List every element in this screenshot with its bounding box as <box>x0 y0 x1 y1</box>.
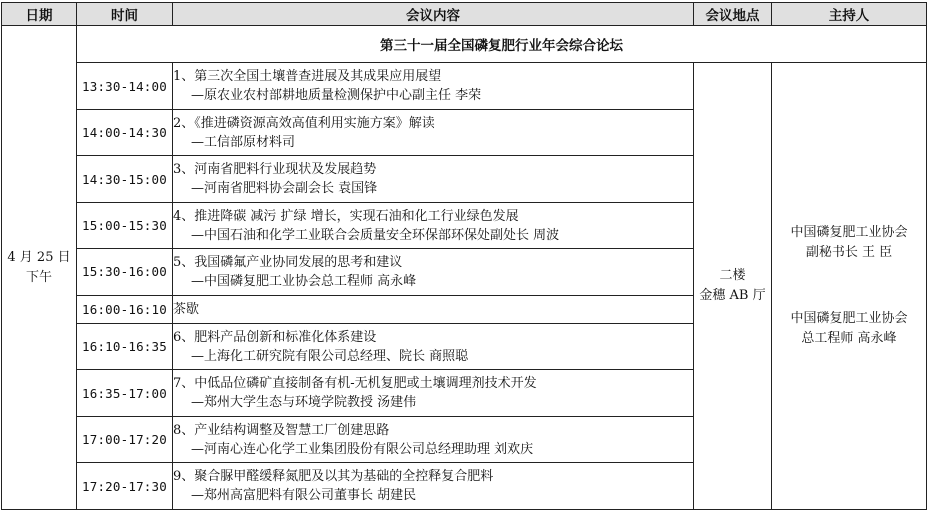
session-speaker: —中国石油和化学工业联合会质量安全环保部环保处副处长 周波 <box>191 227 560 243</box>
session-content <box>173 416 694 462</box>
session-time: 14:30-15:00 <box>77 156 173 202</box>
session-title: 4、推进降碳 减污 扩绿 增长，实现石油和化工行业绿色发展 <box>173 208 519 224</box>
header-date: 日期 <box>2 3 77 26</box>
session-row <box>2 63 927 109</box>
session-title: 1、第三次全国土壤普查进展及其成果应用展望 <box>173 69 442 85</box>
session-time: 15:00-15:30 <box>77 202 173 248</box>
header-host: 主持人 <box>772 3 927 26</box>
session-title: 3、河南省肥料行业现状及发展趋势 <box>173 162 377 178</box>
session-title: 7、中低品位磷矿直接制备有机-无机复肥或土壤调理剂技术开发 <box>173 376 537 392</box>
date-day: 4 月 25 日 <box>7 249 71 265</box>
host-1 <box>772 223 926 263</box>
session-content <box>173 63 694 109</box>
session-content <box>173 370 694 416</box>
session-content <box>173 156 694 202</box>
header-row <box>2 3 927 26</box>
host-1-name: 副秘书长 王 臣 <box>805 245 893 261</box>
session-time: 16:00-16:10 <box>77 295 173 323</box>
date-cell <box>2 26 77 510</box>
forum-title: 第三十一届全国磷复肥行业年会综合论坛 <box>77 26 927 63</box>
session-speaker: —河南省肥料协会副会长 袁国锋 <box>191 181 378 197</box>
venue-hall: 金穗 AB 厅 <box>699 288 766 304</box>
session-title: 5、我国磷氟产业协同发展的思考和建议 <box>173 254 403 270</box>
tea-break-label: 茶歇 <box>173 295 694 323</box>
session-time: 14:00-14:30 <box>77 109 173 155</box>
session-speaker: —河南心连心化学工业集团股份有限公司总经理助理 刘欢庆 <box>191 441 534 457</box>
header-venue: 会议地点 <box>694 3 772 26</box>
session-content <box>173 249 694 295</box>
session-time: 16:10-16:35 <box>77 324 173 370</box>
host-2 <box>772 309 926 349</box>
header-content: 会议内容 <box>173 3 694 26</box>
session-content <box>173 324 694 370</box>
session-speaker: —郑州大学生态与环境学院教授 汤建伟 <box>191 395 417 411</box>
date-period: 下午 <box>25 269 52 285</box>
session-time: 15:30-16:00 <box>77 249 173 295</box>
session-time: 13:30-14:00 <box>77 63 173 109</box>
session-speaker: —原农业农村部耕地质量检测保护中心副主任 李荣 <box>191 88 482 104</box>
session-title: 8、产业结构调整及智慧工厂创建思路 <box>173 422 390 438</box>
forum-title-row <box>2 26 927 63</box>
session-speaker: —工信部原材料司 <box>191 134 296 150</box>
session-time: 16:35-17:00 <box>77 370 173 416</box>
venue-cell <box>694 63 772 510</box>
host-2-org: 中国磷复肥工业协会 <box>790 311 908 327</box>
header-time: 时间 <box>77 3 173 26</box>
session-speaker: —郑州高富肥料有限公司董事长 胡建民 <box>191 488 417 504</box>
host-1-org: 中国磷复肥工业协会 <box>790 225 908 241</box>
session-title: 9、聚合脲甲醛缓释氮肥及以其为基础的全控释复合肥料 <box>173 469 494 485</box>
session-speaker: —上海化工研究院有限公司总经理、院长 商照聪 <box>191 348 469 364</box>
session-title: 2、《推进磷资源高效高值利用实施方案》解读 <box>173 115 435 131</box>
session-content <box>173 202 694 248</box>
session-title: 6、肥料产品创新和标准化体系建设 <box>173 329 377 345</box>
meeting-schedule-table <box>1 2 927 510</box>
session-speaker: —中国磷复肥工业协会总工程师 高永峰 <box>191 273 417 289</box>
session-time: 17:00-17:20 <box>77 416 173 462</box>
host-cell <box>772 63 927 510</box>
venue-floor: 二楼 <box>719 268 746 284</box>
session-content <box>173 463 694 510</box>
session-time: 17:20-17:30 <box>77 463 173 510</box>
host-2-name: 总工程师 高永峰 <box>801 331 897 347</box>
session-content <box>173 109 694 155</box>
